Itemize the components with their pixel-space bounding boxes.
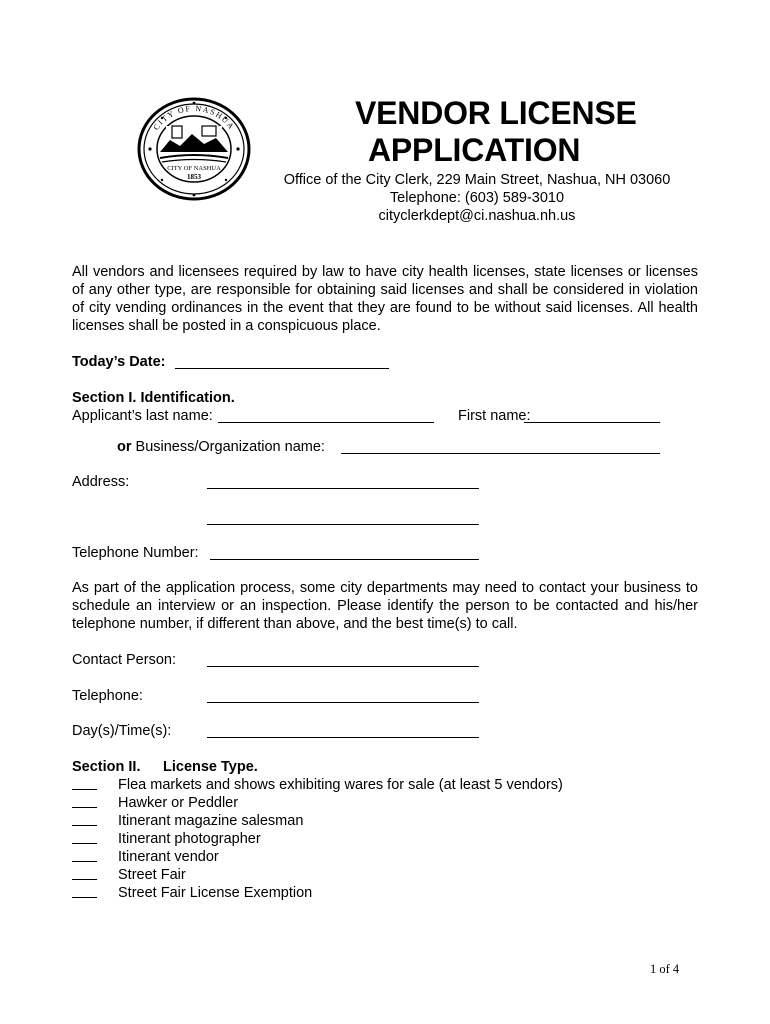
city-seal bbox=[136, 96, 252, 202]
license-checkbox-blank[interactable] bbox=[72, 861, 97, 862]
office-telephone: Telephone: (603) 589-3010 bbox=[389, 190, 565, 206]
license-option-label: Street Fair License Exemption bbox=[118, 885, 313, 901]
section-1-heading: Section I. Identification. bbox=[72, 390, 235, 406]
seal-text-top: CITY OF NASHUA bbox=[151, 103, 237, 132]
seal-text-inner: CITY OF NASHUA bbox=[167, 165, 221, 172]
or-word: or bbox=[117, 439, 132, 455]
license-checkbox-blank[interactable] bbox=[72, 843, 97, 844]
days-times-label: Day(s)/Time(s): bbox=[72, 723, 172, 739]
last-name-label: Applicant’s last name: bbox=[72, 408, 213, 424]
last-name-field[interactable] bbox=[218, 422, 434, 423]
license-option-label: Itinerant magazine salesman bbox=[118, 813, 304, 829]
address-label: Address: bbox=[72, 474, 130, 490]
license-option-label: Itinerant photographer bbox=[118, 831, 261, 847]
title-line-1: VENDOR LICENSE bbox=[355, 95, 637, 131]
license-option-label: Street Fair bbox=[118, 867, 186, 883]
license-checkbox-blank[interactable] bbox=[72, 807, 97, 808]
business-name-field[interactable] bbox=[341, 453, 660, 454]
contact-telephone-field[interactable] bbox=[207, 702, 479, 703]
office-contact-block bbox=[274, 171, 680, 225]
license-checkbox-blank[interactable] bbox=[72, 789, 97, 790]
section-2-heading-title: License Type. bbox=[163, 759, 258, 775]
license-option-label: Itinerant vendor bbox=[118, 849, 219, 865]
first-name-field[interactable] bbox=[524, 422, 660, 423]
page-number: 1 of 4 bbox=[650, 962, 680, 976]
intro-paragraph: All vendors and licensees required by law to have city health licenses, state licenses or licenses of any other type, are responsible for obtaining said licenses and shall be considered in violation of city vending ordinances in the event that they are found to be without said licenses. All health licenses shall be posted in a conspicuous place. bbox=[72, 264, 698, 334]
license-option-label: Flea markets and shows exhibiting wares for sale (at least 5 vendors) bbox=[118, 777, 563, 793]
title-line-2: APPLICATION bbox=[368, 132, 581, 168]
business-name-label: Business/Organization name: bbox=[135, 439, 325, 455]
todays-date-label: Today’s Date: bbox=[72, 354, 166, 370]
office-address: Office of the City Clerk, 229 Main Street, Nashua, NH 03060 bbox=[283, 172, 671, 188]
first-name-label: First name: bbox=[458, 408, 531, 424]
seal-year: 1853 bbox=[187, 173, 201, 181]
license-option-label: Hawker or Peddler bbox=[118, 795, 239, 811]
todays-date-field[interactable] bbox=[175, 368, 389, 369]
days-times-field[interactable] bbox=[207, 737, 479, 738]
contact-telephone-label: Telephone: bbox=[72, 688, 143, 704]
contact-paragraph: As part of the application process, some city departments may need to contact your business to schedule an interview or an inspection. Please identify the person to be contacted and his/her telephone number, if different than above, and the best time(s) to call. bbox=[72, 580, 698, 632]
contact-person-field[interactable] bbox=[207, 666, 479, 667]
license-checkbox-blank[interactable] bbox=[72, 825, 97, 826]
telephone-number-label: Telephone Number: bbox=[72, 545, 199, 561]
address-field-line-1[interactable] bbox=[207, 488, 479, 489]
license-checkbox-blank[interactable] bbox=[72, 897, 97, 898]
telephone-number-field[interactable] bbox=[210, 559, 479, 560]
contact-person-label: Contact Person: bbox=[72, 652, 176, 668]
office-email: cityclerkdept@ci.nashua.nh.us bbox=[378, 208, 576, 224]
address-field-line-2[interactable] bbox=[207, 524, 479, 525]
license-checkbox-blank[interactable] bbox=[72, 879, 97, 880]
section-2-heading-prefix: Section II. bbox=[72, 759, 141, 775]
business-name-row bbox=[117, 438, 325, 456]
